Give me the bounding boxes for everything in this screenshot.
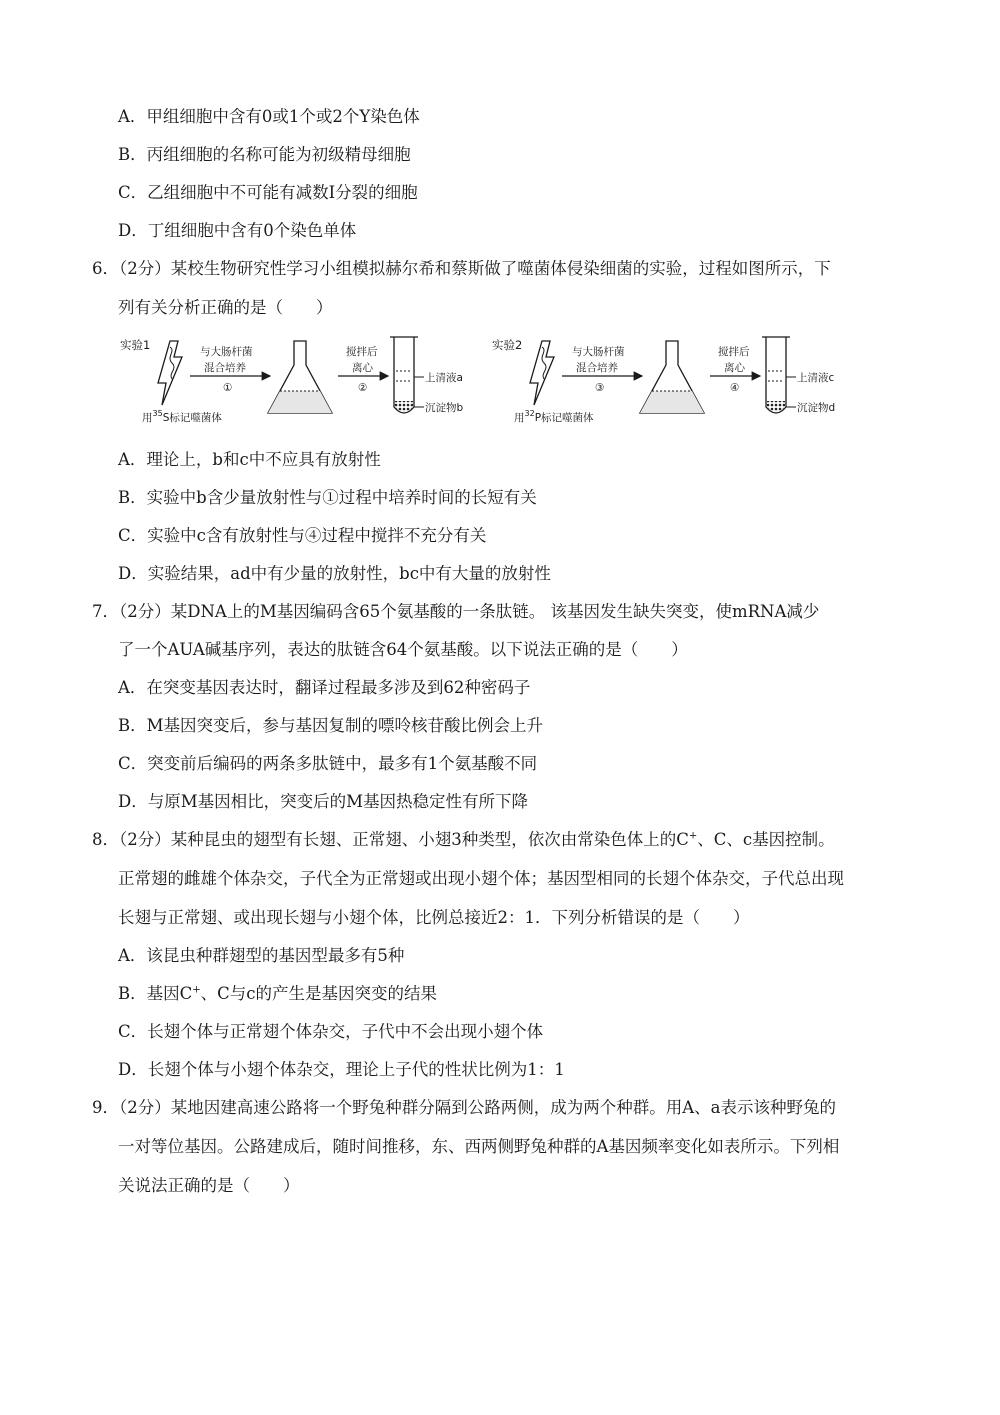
exp2-label: 用$^{32}$P标记噬菌体 — [514, 409, 594, 424]
exp1-title: 实验1 — [120, 338, 151, 352]
exp1-step1-num: ① — [223, 382, 233, 394]
exp2-lower-label: 沉淀物d — [797, 402, 836, 414]
exp2-step1-num: ③ — [595, 382, 605, 394]
exp1-phage-icon — [158, 341, 182, 405]
exp1-step1-top: 与大肠杆菌 — [200, 346, 253, 358]
exp1-label: 用$^{35}$S标记噬菌体 — [142, 409, 222, 424]
exp2-phage-icon — [530, 341, 554, 405]
exp1-step2-num: ② — [358, 382, 368, 394]
q7-option-a: A．在突变基因表达时，翻译过程最多涉及到62种密码子 — [118, 678, 531, 697]
q6-option-a: A．理论上，b和c中不应具有放射性 — [118, 450, 381, 469]
q6-option-b: B．实验中b含少量放射性与①过程中培养时间的长短有关 — [118, 488, 537, 507]
experiment-1 — [120, 337, 463, 424]
exp1-step2-top: 搅拌后 — [346, 346, 378, 358]
q7-stem-line-2: 了一个AUA碱基序列，表达的肽链含64个氨基酸。以下说法正确的是（ ） — [118, 640, 688, 659]
exp2-step1-mid: 混合培养 — [576, 362, 618, 374]
q7-option-b: B．M基因突变后，参与基因复制的嘌呤核苷酸比例会上升 — [118, 716, 544, 735]
q5-option-c: C．乙组细胞中不可能有减数Ⅰ分裂的细胞 — [118, 183, 418, 202]
experiment-2 — [492, 337, 835, 424]
q5-option-b: B．丙组细胞的名称可能为初级精母细胞 — [118, 145, 411, 164]
q7-option-c: C．突变前后编码的两条多肽链中，最多有1个氨基酸不同 — [118, 754, 538, 773]
q6-option-c: C．实验中c含有放射性与④过程中搅拌不充分有关 — [118, 526, 487, 545]
exp2-flask — [640, 341, 704, 413]
exp1-tube — [390, 337, 418, 413]
q5-option-d: D．丁组细胞中含有0个染色单体 — [118, 221, 357, 240]
q8-option-a: A．该昆虫种群翅型的基因型最多有5种 — [118, 946, 405, 965]
q8-stem-line-1: 8．（2分）某种昆虫的翅型有长翅、正常翅、小翅3种类型，依次由常染色体上的C+、C、c基因控制。 — [92, 830, 835, 849]
q7-option-d: D．与原M基因相比，突变后的M基因热稳定性有所下降 — [118, 792, 529, 811]
q7-stem-line-1: 7．（2分）某DNA上的M基因编码含65个氨基酸的一条肽链。 该基因发生缺失突变，使mRNA减少 — [92, 602, 820, 621]
q8-stem-line-2: 正常翅的雌雄个体杂交，子代全为正常翅或出现小翅个体；基因型相同的长翅个体杂交，子代总出现 — [118, 869, 844, 888]
q6-stem-line-2: 列有关分析正确的是（ ） — [118, 298, 333, 317]
exp1-step2-mid: 离心 — [352, 362, 373, 374]
exp1-lower-label: 沉淀物b — [425, 402, 464, 414]
q9-stem-line-3: 关说法正确的是（ ） — [118, 1176, 300, 1195]
exp2-step2-top: 搅拌后 — [718, 346, 750, 358]
exp2-title: 实验2 — [492, 338, 523, 352]
phage-experiment-figure — [118, 335, 848, 425]
q9-stem-line-1: 9．（2分）某地因建高速公路将一个野兔种群分隔到公路两侧，成为两个种群。用A、a表示该种野兔的 — [92, 1098, 836, 1117]
q5-option-a: A．甲组细胞中含有0或1个或2个Y染色体 — [118, 107, 420, 126]
q8-option-c: C．长翅个体与正常翅个体杂交，子代中不会出现小翅个体 — [118, 1022, 544, 1041]
q8-option-b: B．基因C+、C与c的产生是基因突变的结果 — [118, 984, 438, 1003]
exp1-flask — [268, 341, 332, 413]
exp1-upper-label: 上清液a — [425, 372, 463, 384]
q8-stem-line-3: 长翅与正常翅、或出现长翅与小翅个体，比例总接近2：1．下列分析错误的是（ ） — [118, 908, 750, 927]
exp2-step2-mid: 离心 — [724, 362, 745, 374]
exp2-step1-top: 与大肠杆菌 — [572, 346, 625, 358]
q6-option-d: D．实验结果，ad中有少量的放射性，bc中有大量的放射性 — [118, 564, 551, 583]
q8-option-d: D．长翅个体与小翅个体杂交，理论上子代的性状比例为1：1 — [118, 1060, 565, 1079]
exp2-tube — [762, 337, 790, 413]
exp1-step1-mid: 混合培养 — [204, 362, 246, 374]
q6-stem-line-1: 6．（2分）某校生物研究性学习小组模拟赫尔希和蔡斯做了噬菌体侵染细菌的实验，过程如图所示，下 — [92, 259, 831, 278]
exp2-upper-label: 上清液c — [797, 372, 835, 384]
q9-stem-line-2: 一对等位基因。公路建成后，随时间推移，东、西两侧野兔种群的A基因频率变化如表所示。下列相 — [118, 1137, 840, 1156]
exp2-step2-num: ④ — [730, 382, 740, 394]
